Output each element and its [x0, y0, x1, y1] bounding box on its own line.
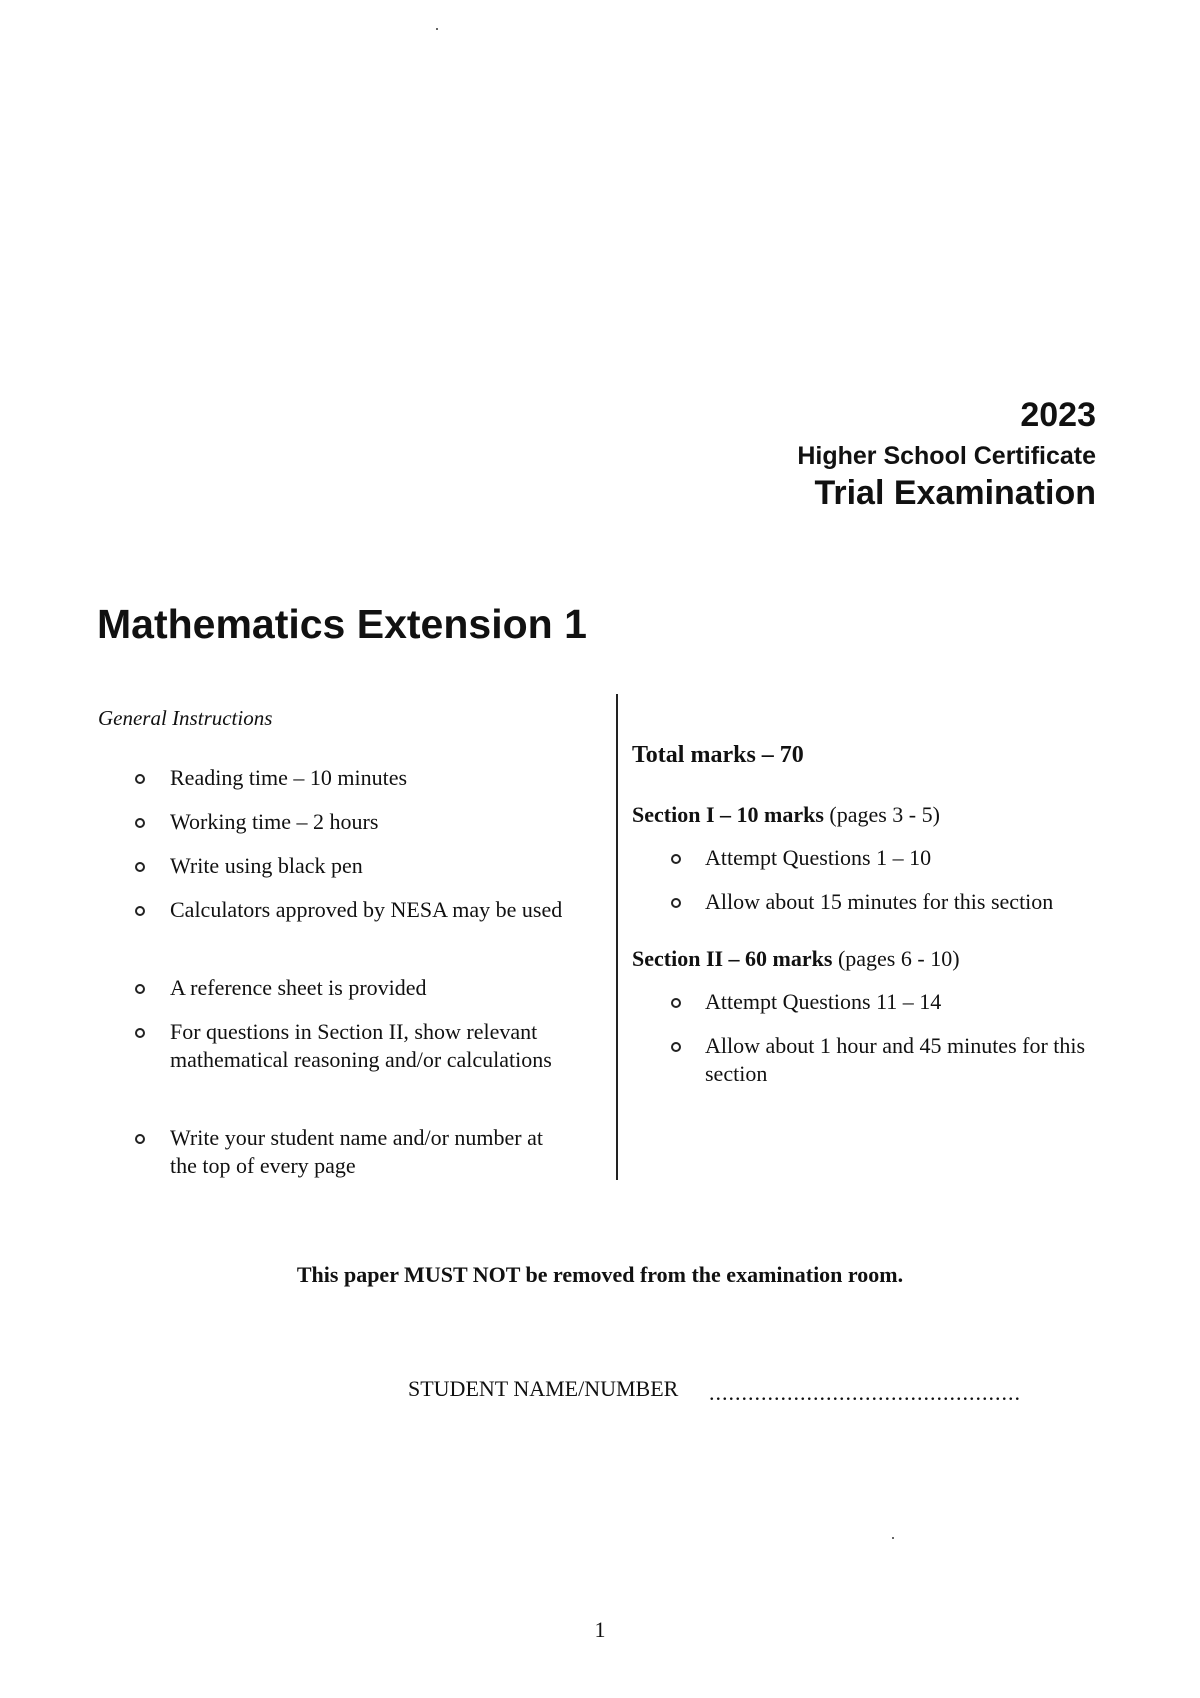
section-item: [705, 888, 1105, 916]
instruction-item: [170, 808, 570, 836]
section-1-pages: (pages 3 - 5): [829, 802, 940, 827]
instruction-item: [170, 896, 570, 924]
certificate-title: Higher School Certificate: [797, 442, 1096, 470]
bullet-icon: [135, 1028, 145, 1038]
section-1-title: Section I – 10 marks: [632, 802, 824, 827]
instruction-text: Write your student name and/or number at the top of every page: [170, 1125, 544, 1178]
total-marks: Total marks – 70: [632, 742, 804, 768]
instruction-item: [170, 1018, 570, 1074]
general-instructions-heading: General Instructions: [98, 706, 273, 730]
instruction-item: [170, 974, 570, 1002]
scan-speck: [892, 1537, 894, 1539]
instruction-item: [170, 764, 570, 792]
section-item-text: Allow about 15 minutes for this section: [705, 889, 1054, 914]
column-divider: [616, 694, 618, 1180]
removal-notice: This paper MUST NOT be removed from the examination room.: [296, 1262, 904, 1287]
section-item: [705, 988, 1105, 1016]
bullet-icon: [671, 898, 681, 908]
section-item: [705, 844, 1105, 872]
exam-type-title: Trial Examination: [814, 474, 1096, 512]
student-name-label: STUDENT NAME/NUMBER: [408, 1376, 679, 1401]
section-item: [705, 1032, 1105, 1088]
section-item-text: Allow about 1 hour and 45 minutes for this section: [705, 1033, 1086, 1086]
subject-title: Mathematics Extension 1: [97, 601, 587, 647]
instruction-text: Calculators approved by NESA may be used: [170, 897, 563, 922]
bullet-icon: [135, 774, 145, 784]
bullet-icon: [135, 818, 145, 828]
page-number: 1: [594, 1617, 606, 1642]
bullet-icon: [135, 984, 145, 994]
scan-speck: [436, 28, 438, 30]
instruction-item: [170, 1124, 570, 1180]
section-item-text: Attempt Questions 1 – 10: [705, 845, 932, 870]
section-2-heading: [632, 946, 960, 972]
instruction-text: For questions in Section II, show relevant mathematical reasoning and/or calculations: [170, 1019, 552, 1072]
instruction-text: A reference sheet is provided: [170, 975, 427, 1000]
instruction-text: Working time – 2 hours: [170, 809, 379, 834]
section-2-title: Section II – 60 marks: [632, 946, 833, 971]
section-1-heading: [632, 802, 940, 828]
student-name-field: ................................................: [709, 1380, 1021, 1405]
bullet-icon: [135, 862, 145, 872]
bullet-icon: [671, 854, 681, 864]
exam-year: 2023: [1020, 396, 1096, 434]
bullet-icon: [671, 998, 681, 1008]
section-item-text: Attempt Questions 11 – 14: [705, 989, 942, 1014]
bullet-icon: [135, 906, 145, 916]
instruction-item: [170, 852, 570, 880]
instruction-text: Write using black pen: [170, 853, 363, 878]
bullet-icon: [135, 1134, 145, 1144]
instruction-text: Reading time – 10 minutes: [170, 765, 408, 790]
bullet-icon: [671, 1042, 681, 1052]
section-2-pages: (pages 6 - 10): [837, 946, 960, 971]
